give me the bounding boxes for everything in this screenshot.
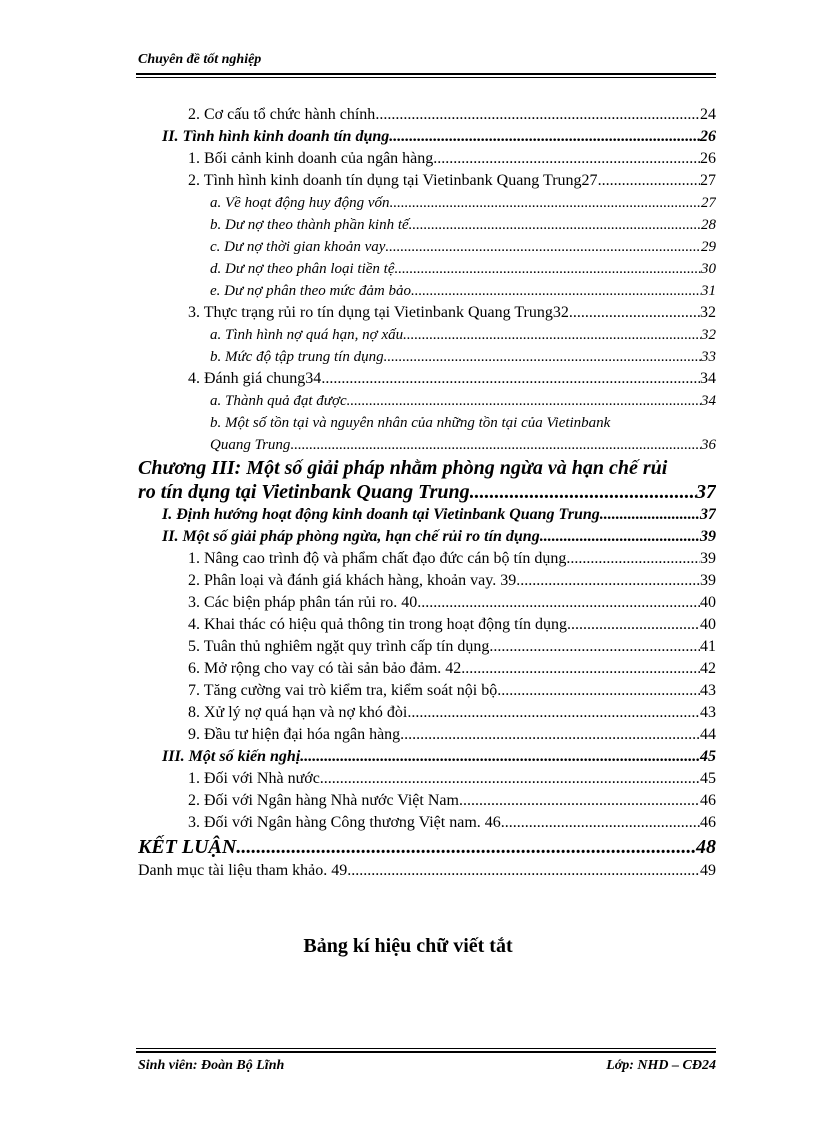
toc-entry	[138, 680, 716, 702]
toc-entry-page: 34	[700, 370, 716, 387]
toc-entry-title: 1. Bối cảnh kinh doanh của ngân hàng	[188, 150, 434, 167]
toc-entry-title: Chương III: Một số giải pháp nhằm phòng ngừa và hạn chế rủi	[138, 457, 668, 479]
toc-entry	[138, 302, 716, 324]
toc-entry	[138, 834, 716, 860]
toc-entry	[138, 860, 716, 882]
toc-entry	[138, 368, 716, 390]
toc-entry-page: 37	[700, 506, 716, 523]
toc-entry-title: b. Mức độ tập trung tín dụng	[210, 349, 384, 365]
abbreviations-heading: Bảng kí hiệu chữ viết tắt	[303, 935, 513, 957]
toc-entry-title: 1. Nâng cao trình độ và phẩm chất đạo đức cán bộ tín dụng	[188, 550, 567, 567]
toc-entry-title: e. Dư nợ phân theo mức đảm bảo	[210, 283, 412, 299]
toc-entry-title: 4. Đánh giá chung34	[188, 370, 322, 387]
toc-entry-title: 5. Tuân thủ nghiêm ngặt quy trình cấp tín dụng	[188, 638, 490, 655]
toc-entry-page: 44	[700, 726, 716, 743]
toc-leader-dots	[470, 480, 696, 504]
toc-entry-page: 40	[700, 594, 716, 611]
toc-entry	[138, 614, 716, 636]
toc-entry-page: 34	[701, 393, 716, 409]
toc-entry-page: 32	[701, 327, 716, 343]
toc-entry-page: 41	[700, 638, 716, 655]
toc-leader-dots	[497, 680, 700, 702]
toc-leader-dots	[395, 258, 702, 280]
toc-entry-page: 37	[696, 481, 716, 503]
toc-entry-page: 32	[700, 304, 716, 321]
toc-entry-title: 8. Xử lý nợ quá hạn và nợ khó đòi	[188, 704, 408, 721]
toc-entry-title: a. Thành quả đạt được	[210, 393, 347, 409]
toc-entry-page: 36	[701, 437, 716, 453]
toc-entry-page: 42	[700, 660, 716, 677]
toc-entry	[138, 812, 716, 834]
toc-entry-page: 26	[700, 150, 716, 167]
toc-leader-dots	[566, 548, 700, 570]
toc-entry-title: 9. Đầu tư hiện đại hóa ngân hàng	[188, 726, 401, 743]
toc-entry-page: 31	[701, 283, 716, 299]
toc-entry	[138, 746, 716, 768]
toc-entry	[138, 280, 716, 302]
toc-leader-dots	[569, 302, 700, 324]
toc-entry-title: 2. Tình hình kinh doanh tín dụng tại Vietinbank Quang Trung27	[188, 172, 598, 189]
toc-entry	[138, 636, 716, 658]
toc-entry	[138, 346, 716, 368]
toc-leader-dots	[236, 834, 696, 860]
toc-entry-page: 45	[700, 748, 716, 765]
toc-entry-title: 3. Đối với Ngân hàng Công thương Việt nam. 46	[188, 814, 501, 831]
toc-leader-dots	[459, 790, 700, 812]
toc-entry-title: KẾT LUẬN	[138, 836, 237, 858]
toc-leader-dots	[390, 192, 701, 214]
toc-entry	[138, 434, 716, 456]
toc-entry-title: 2. Phân loại và đánh giá khách hàng, khoản vay. 39	[188, 572, 517, 589]
toc-leader-dots	[290, 434, 701, 456]
toc-leader-dots	[375, 104, 700, 126]
toc-entry-page: 26	[700, 128, 716, 145]
toc-entry-page: 43	[700, 704, 716, 721]
toc-leader-dots	[516, 570, 700, 592]
toc-entry	[138, 170, 716, 192]
header-rule-thin	[136, 77, 716, 78]
toc-entry	[138, 104, 716, 126]
toc-entry-title: 4. Khai thác có hiệu quả thông tin trong hoạt động tín dụng	[188, 616, 568, 633]
toc-entry-title: ro tín dụng tại Vietinbank Quang Trung	[138, 481, 470, 503]
toc-entry	[138, 548, 716, 570]
toc-entry	[138, 214, 716, 236]
toc-entry	[138, 592, 716, 614]
toc-entry	[138, 192, 716, 214]
toc-leader-dots	[489, 636, 700, 658]
toc-entry	[138, 724, 716, 746]
toc-entry-page: 43	[700, 682, 716, 699]
toc-leader-dots	[384, 346, 701, 368]
toc-entry-title: c. Dư nợ thời gian khoản vay	[210, 239, 386, 255]
toc-entry-page: 48	[696, 836, 716, 858]
toc-entry	[138, 324, 716, 346]
toc-entry	[138, 412, 710, 434]
toc-leader-dots	[403, 324, 701, 346]
toc-leader-dots	[433, 148, 700, 170]
toc-leader-dots	[347, 390, 701, 412]
toc-entry	[138, 570, 716, 592]
toc-leader-dots	[461, 658, 700, 680]
toc-entry-title: 2. Cơ cấu tổ chức hành chính	[188, 106, 376, 123]
toc-leader-dots	[567, 614, 700, 636]
toc-entry-title: II. Một số giải pháp phòng ngừa, hạn chế rủi ro tín dụng	[162, 528, 540, 545]
toc-entry-page: 46	[700, 814, 716, 831]
toc-entry-title: d. Dư nợ theo phân loại tiền tệ	[210, 261, 395, 277]
toc-leader-dots	[400, 724, 700, 746]
footer-rule	[136, 1051, 716, 1053]
toc-entry-title: 2. Đối với Ngân hàng Nhà nước Việt Nam	[188, 792, 459, 809]
toc-entry-title: Danh mục tài liệu tham khảo. 49	[138, 862, 348, 879]
toc-entry	[138, 768, 716, 790]
toc-entry-title: 3. Các biện pháp phân tán rủi ro. 40	[188, 594, 418, 611]
toc-entry-page: 49	[700, 862, 716, 879]
toc-leader-dots	[300, 746, 700, 768]
toc-leader-dots	[321, 368, 700, 390]
toc-entry-title: Quang Trung	[210, 437, 291, 453]
toc-entry-page: 24	[700, 106, 716, 123]
toc-entry	[138, 480, 716, 504]
toc-entry-page: 39	[700, 550, 716, 567]
toc-leader-dots	[385, 236, 701, 258]
toc-entry-page: 39	[700, 572, 716, 589]
toc-entry-title: 6. Mở rộng cho vay có tài sản bảo đảm. 42	[188, 660, 462, 677]
toc-leader-dots	[389, 126, 700, 148]
toc-entry-title: 3. Thực trạng rủi ro tín dụng tại Vietinbank Quang Trung32	[188, 304, 569, 321]
toc-entry	[138, 258, 716, 280]
toc-entry-title: III. Một số kiến nghị	[162, 748, 301, 765]
toc-entry	[138, 390, 716, 412]
toc-entry-page: 29	[701, 239, 716, 255]
toc-leader-dots	[409, 214, 701, 236]
toc-entry-page: 39	[700, 528, 716, 545]
toc-entry-page: 40	[700, 616, 716, 633]
header-rule	[136, 73, 716, 75]
footer-class: Lớp: NHD – CĐ24	[606, 1058, 716, 1073]
toc-entry-title: b. Một số tồn tại và nguyên nhân của những tồn tại của Vietinbank	[210, 415, 611, 431]
toc-leader-dots	[540, 526, 700, 548]
toc-entry-page: 28	[701, 217, 716, 233]
toc-leader-dots	[598, 170, 700, 192]
toc-leader-dots	[501, 812, 700, 834]
toc-entry-title: I. Định hướng hoạt động kinh doanh tại Vietinbank Quang Trung	[162, 506, 600, 523]
toc-entry	[138, 456, 716, 480]
toc-entry-page: 46	[700, 792, 716, 809]
toc-leader-dots	[411, 280, 701, 302]
toc-entry-page: 33	[701, 349, 716, 365]
toc-entry-title: II. Tình hình kinh doanh tín dụng	[162, 128, 390, 145]
toc-entry-page: 30	[701, 261, 716, 277]
toc-entry	[138, 526, 716, 548]
toc-entry-page: 45	[700, 770, 716, 787]
toc-entry	[138, 148, 716, 170]
toc-entry-page: 27	[701, 195, 716, 211]
table-of-contents	[138, 104, 716, 882]
toc-leader-dots	[600, 504, 700, 526]
toc-leader-dots	[320, 768, 700, 790]
toc-entry	[138, 658, 716, 680]
toc-leader-dots	[407, 702, 700, 724]
toc-entry-title: a. Tình hình nợ quá hạn, nợ xấu	[210, 327, 404, 343]
footer-rule-thin	[136, 1048, 716, 1049]
toc-leader-dots	[347, 860, 700, 882]
toc-entry	[138, 504, 716, 526]
toc-entry-title: a. Về hoạt động huy động vốn	[210, 195, 390, 211]
toc-entry-title: b. Dư nợ theo thành phần kinh tế	[210, 217, 409, 233]
toc-entry	[138, 790, 716, 812]
toc-entry	[138, 236, 716, 258]
footer-student: Sinh viên: Đoàn Bộ Lĩnh	[138, 1058, 285, 1073]
toc-entry	[138, 126, 716, 148]
toc-leader-dots	[417, 592, 700, 614]
toc-entry-title: 7. Tăng cường vai trò kiểm tra, kiểm soát nội bộ	[188, 682, 498, 699]
toc-entry-title: 1. Đối với Nhà nước	[188, 770, 320, 787]
toc-entry	[138, 702, 716, 724]
page-header-title: Chuyên đề tốt nghiệp	[138, 52, 262, 67]
toc-entry-page: 27	[700, 172, 716, 189]
